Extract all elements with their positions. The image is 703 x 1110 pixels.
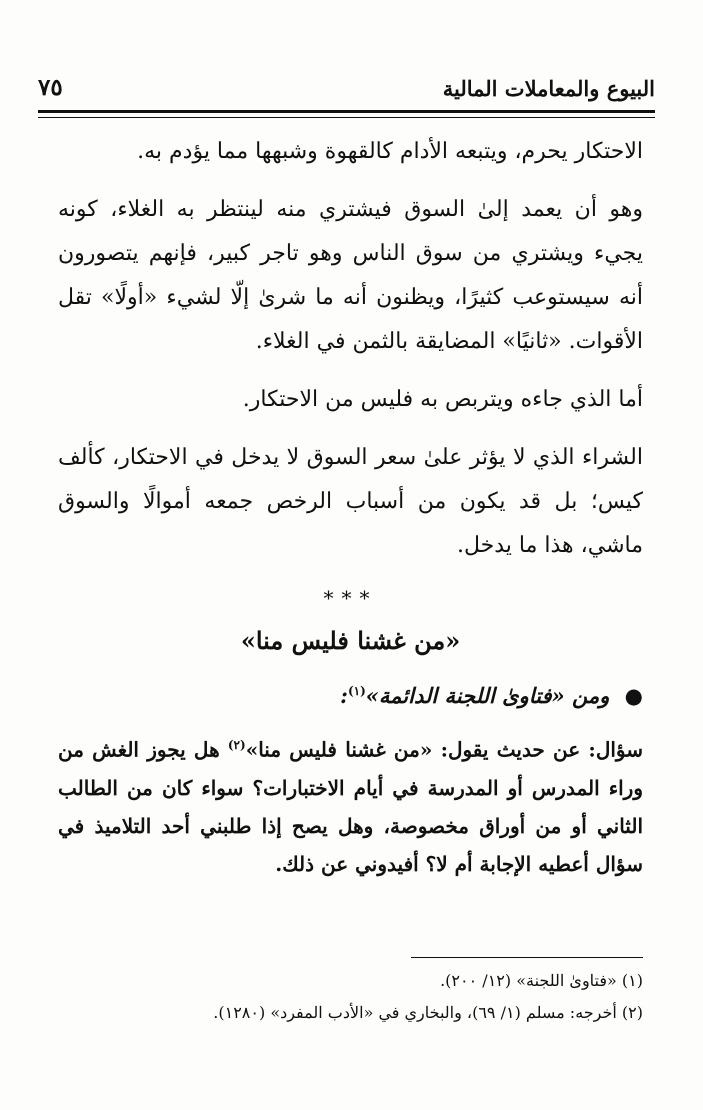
footnotes	[58, 965, 643, 1029]
section-title: «من غشنا فليس منا»	[240, 626, 461, 655]
footnote-ref-1[interactable]: (١)	[347, 684, 366, 698]
question-rest: هل يجوز الغش من وراء المدرس أو المدرسة في أيام الاختبارات؟ سواء كان من الطالب الثاني أو من أوراق مخصوصة، وهل يصح إذا طلبني أحد التلاميذ في سؤال أعطيه الإجابة أم لا؟ أفيدوني عن ذلك.	[58, 737, 643, 876]
fatwa-source-line	[58, 669, 643, 718]
footnote-divider	[411, 957, 643, 958]
question-start: سؤال: عن حديث يقول: «من غشنا فليس منا»	[245, 737, 643, 762]
footnote-2: (٢) أخرجه: مسلم (١/ ٦٩)، والبخاري في «الأدب المفرد» (١٢٨٠).	[213, 1003, 643, 1022]
header-rule-thin	[38, 117, 655, 118]
page-number: ٧٥	[38, 74, 63, 101]
paragraph-market-price: الشراء الذي لا يؤثر علىٰ سعر السوق لا يدخل في الاحتكار، كألف كيس؛ بل قد يكون من أسباب الرخص جمعه أموالًا والسوق ماشي، هذا ما يدخل.	[58, 445, 643, 558]
fatwa-source-colon: :	[340, 683, 348, 708]
header-rule-thick	[38, 110, 655, 113]
page-header	[38, 72, 655, 112]
section-separator-stars: ***	[323, 586, 378, 610]
page-body	[58, 130, 643, 883]
bullet-icon: ●	[624, 683, 643, 708]
paragraph-hoarding-rule: الاحتكار يحرم، ويتبعه الأدام كالقهوة وشبهها مما يؤدم به.	[137, 139, 643, 164]
paragraph-waiting-exception: أما الذي جاءه ويتربص به فليس من الاحتكار.	[242, 387, 643, 412]
paragraph-hoarding-definition: وهو أن يعمد إلىٰ السوق فيشتري منه لينتظر به الغلاء، كونه يجيء ويشتري من سوق الناس وهو تاجر كبير، فإنهم يتصورون أنه سيستوعب كثيرًا، ويظنون أنه ما شرىٰ إلّا لشيء «أولًا» تقل الأقوات. «ثانيًا» المضايقة بالثمن في الغلاء.	[58, 197, 643, 354]
fatwa-source-text: ومن «فتاوىٰ اللجنة الدائمة»	[365, 683, 610, 708]
footnote-ref-2[interactable]: (٢)	[227, 738, 246, 752]
footnote-1: (١) «فتاوىٰ اللجنة» (١٢/ ٢٠٠).	[440, 971, 643, 990]
question-paragraph	[58, 726, 643, 883]
running-title: البيوع والمعاملات المالية	[442, 76, 655, 101]
